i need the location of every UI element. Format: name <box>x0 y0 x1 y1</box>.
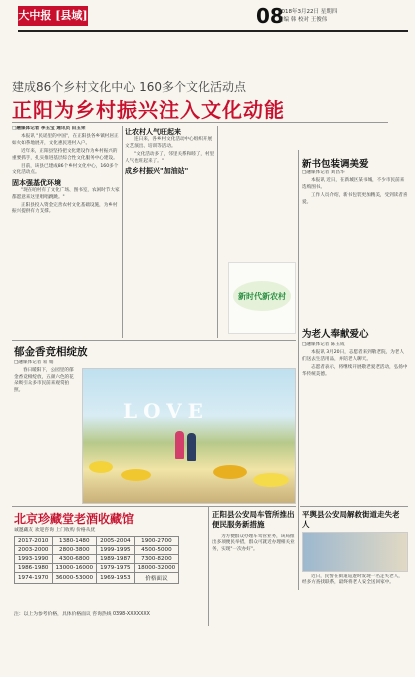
price-cell: 1986-1980 <box>15 564 53 573</box>
section-divider <box>300 506 408 507</box>
price-cell: 13000-16000 <box>52 564 97 573</box>
right-paragraph: 志愿者表示，将继续开展敬老爱老活动，弘扬中华传统美德。 <box>302 365 408 377</box>
tulip-patch <box>253 473 289 487</box>
price-cell: 2005-2004 <box>97 537 135 546</box>
price-cell: 1979-1975 <box>97 564 135 573</box>
person-figure <box>187 433 196 461</box>
lead-minihead-2: 让农村人气旺起来 <box>125 128 181 136</box>
right-column-text-2 <box>302 342 408 482</box>
tulip-patch <box>121 469 151 481</box>
price-row <box>15 573 179 584</box>
column-divider <box>298 150 299 590</box>
price-table <box>14 536 179 584</box>
lead-column-1 <box>12 126 120 336</box>
feature-paragraph: 春日暖阳下，公园里的郁金香竞相绽放，五颜六色的花朵吸引众多市民前来观赏拍照。 <box>14 368 74 393</box>
price-row <box>15 546 179 555</box>
tulip-patch <box>213 465 247 479</box>
price-row <box>15 564 179 573</box>
price-cell: 1380-1480 <box>52 537 97 546</box>
lead-column-2 <box>125 126 215 336</box>
lead-paragraph: 近年来，正阳县坚持把文化建设作为乡村振兴的重要抓手，扎实推进基层综合性文化服务中心建设。 <box>12 149 118 161</box>
price-cell: 1999-1995 <box>97 546 135 555</box>
right-byline: □融媒体记者 刘昌华 <box>302 170 345 175</box>
feature-text <box>14 360 78 502</box>
price-cell: 2017-2010 <box>15 537 53 546</box>
price-cell: 7300-8200 <box>134 555 179 564</box>
right-paragraph: 工作人员介绍，新书包装更加精美，受到读者喜爱。 <box>302 193 408 205</box>
feature-byline: □融媒体记者 易 娟 <box>14 360 54 365</box>
lead-minihead-1: 固本强基优环境 <box>12 178 61 187</box>
lead-paragraph: "现在咱村有了文化广场、图书室，农闲时节大家都愿意来这里唱唱跳跳。" <box>12 188 120 200</box>
poster-image <box>228 262 296 334</box>
column-divider <box>122 126 123 338</box>
page-number: 08 <box>256 4 284 28</box>
corner-title: 平舆县公安局解救街道走失老人 <box>302 510 400 529</box>
person-figure <box>175 431 184 459</box>
right-paragraph: 本报讯 3月20日，志愿者来到敬老院，为老人们送去生活用品，并陪老人聊天。 <box>302 350 404 362</box>
column-divider <box>208 506 209 626</box>
section-divider <box>12 340 296 341</box>
right-column-text <box>302 170 408 280</box>
feature-title: 郁金香竞相绽放 <box>14 346 88 358</box>
price-cell: 1969-1953 <box>97 573 135 584</box>
right-headline-2: 为老人奉献爱心 <box>302 329 369 340</box>
column-divider <box>217 126 218 338</box>
price-row <box>15 537 179 546</box>
lead-subhead: 建成86个乡村文化中心 160多个文化活动点 <box>12 80 246 94</box>
right-headline: 新书包装调美爱 <box>302 159 369 170</box>
price-cell: 1993-1990 <box>15 555 53 564</box>
price-cell: 1900-2700 <box>134 537 179 546</box>
price-cell: 价格面议 <box>134 573 179 584</box>
right-paragraph: 本报讯 近日，在新城区某书城，不少市民前来选购图书。 <box>302 178 405 190</box>
price-cell: 1974-1970 <box>15 573 53 584</box>
notice-paragraph: 为方便群众办理车驾管业务，该局推出多项便民举措，群众可就近办理相关业务，实现"一次办好"。 <box>212 534 295 552</box>
tulip-photo <box>82 368 296 504</box>
price-cell: 36000-53000 <box>52 573 97 584</box>
price-cell: 4500-5000 <box>134 546 179 555</box>
love-sign: LOVE <box>123 399 209 423</box>
lead-minihead-3: 成乡村振兴"加油站" <box>125 167 189 176</box>
tulip-patch <box>89 461 113 473</box>
price-cell: 1989-1987 <box>97 555 135 564</box>
lead-paragraph: 正阳县投入资金完善农村文化基础设施，为乡村振兴提供有力支撑。 <box>12 203 118 215</box>
ad-title: 北京珍藏堂老酒收藏馆 <box>14 512 135 526</box>
lead-paragraph: 本报讯 "民谣里的中国"，在正阳县各乡镇村居正如火如荼地展开，文化惠民进村入户。 <box>12 134 119 146</box>
price-cell: 18000-32000 <box>134 564 179 573</box>
corner-photo <box>302 532 408 572</box>
lead-paragraph: "文化活动多了，邻里关系和睦了，村里人气也旺起来了。" <box>125 152 215 164</box>
lead-byline: □融媒体记者 李玉宝 通讯员 田玉荣 <box>12 126 86 131</box>
section-divider <box>12 506 296 507</box>
right-byline-2: □融媒体记者 陈玉成 <box>302 342 345 347</box>
poster-text: 新时代新农村 <box>238 292 286 301</box>
lead-headline: 正阳为乡村振兴注入文化动能 <box>12 98 285 122</box>
price-cell: 4300-6800 <box>52 555 97 564</box>
corner-text <box>302 574 406 624</box>
notice-text <box>212 534 296 624</box>
price-cell: 2003-2000 <box>15 546 53 555</box>
date-text: 2018年3月22日 星期四 <box>278 9 338 15</box>
headline-divider <box>12 122 388 123</box>
ad-intro: 诚邀藏友 欢迎咨询 上门收购 价格从优 <box>14 528 96 533</box>
dateline <box>278 8 408 24</box>
notice-title: 正阳县公安局车管所推出便民服务新措施 <box>212 510 295 529</box>
lead-paragraph: 目前，该县已建成86个乡村文化中心，160多个文化活动点。 <box>12 164 119 176</box>
corner-paragraph: 近日，民警在街道巡逻时发现一名走失老人，经多方查找联系，最终将老人安全送回家中。 <box>302 574 403 586</box>
newspaper-logo: 大中报 [县域] <box>18 6 88 26</box>
lead-paragraph: 连日来，各乡村文化活动中心组织开展文艺演出、培训等活动。 <box>125 137 213 149</box>
editors-text: 责编 韩 校对 王俊伟 <box>278 17 328 23</box>
masthead <box>18 6 408 38</box>
ad-footer: 注：以上为参考价格，具体价格面议 咨询热线 0398-XXXXXXX <box>14 612 150 617</box>
price-cell: 2800-3800 <box>52 546 97 555</box>
masthead-rule <box>18 30 408 32</box>
price-row <box>15 555 179 564</box>
